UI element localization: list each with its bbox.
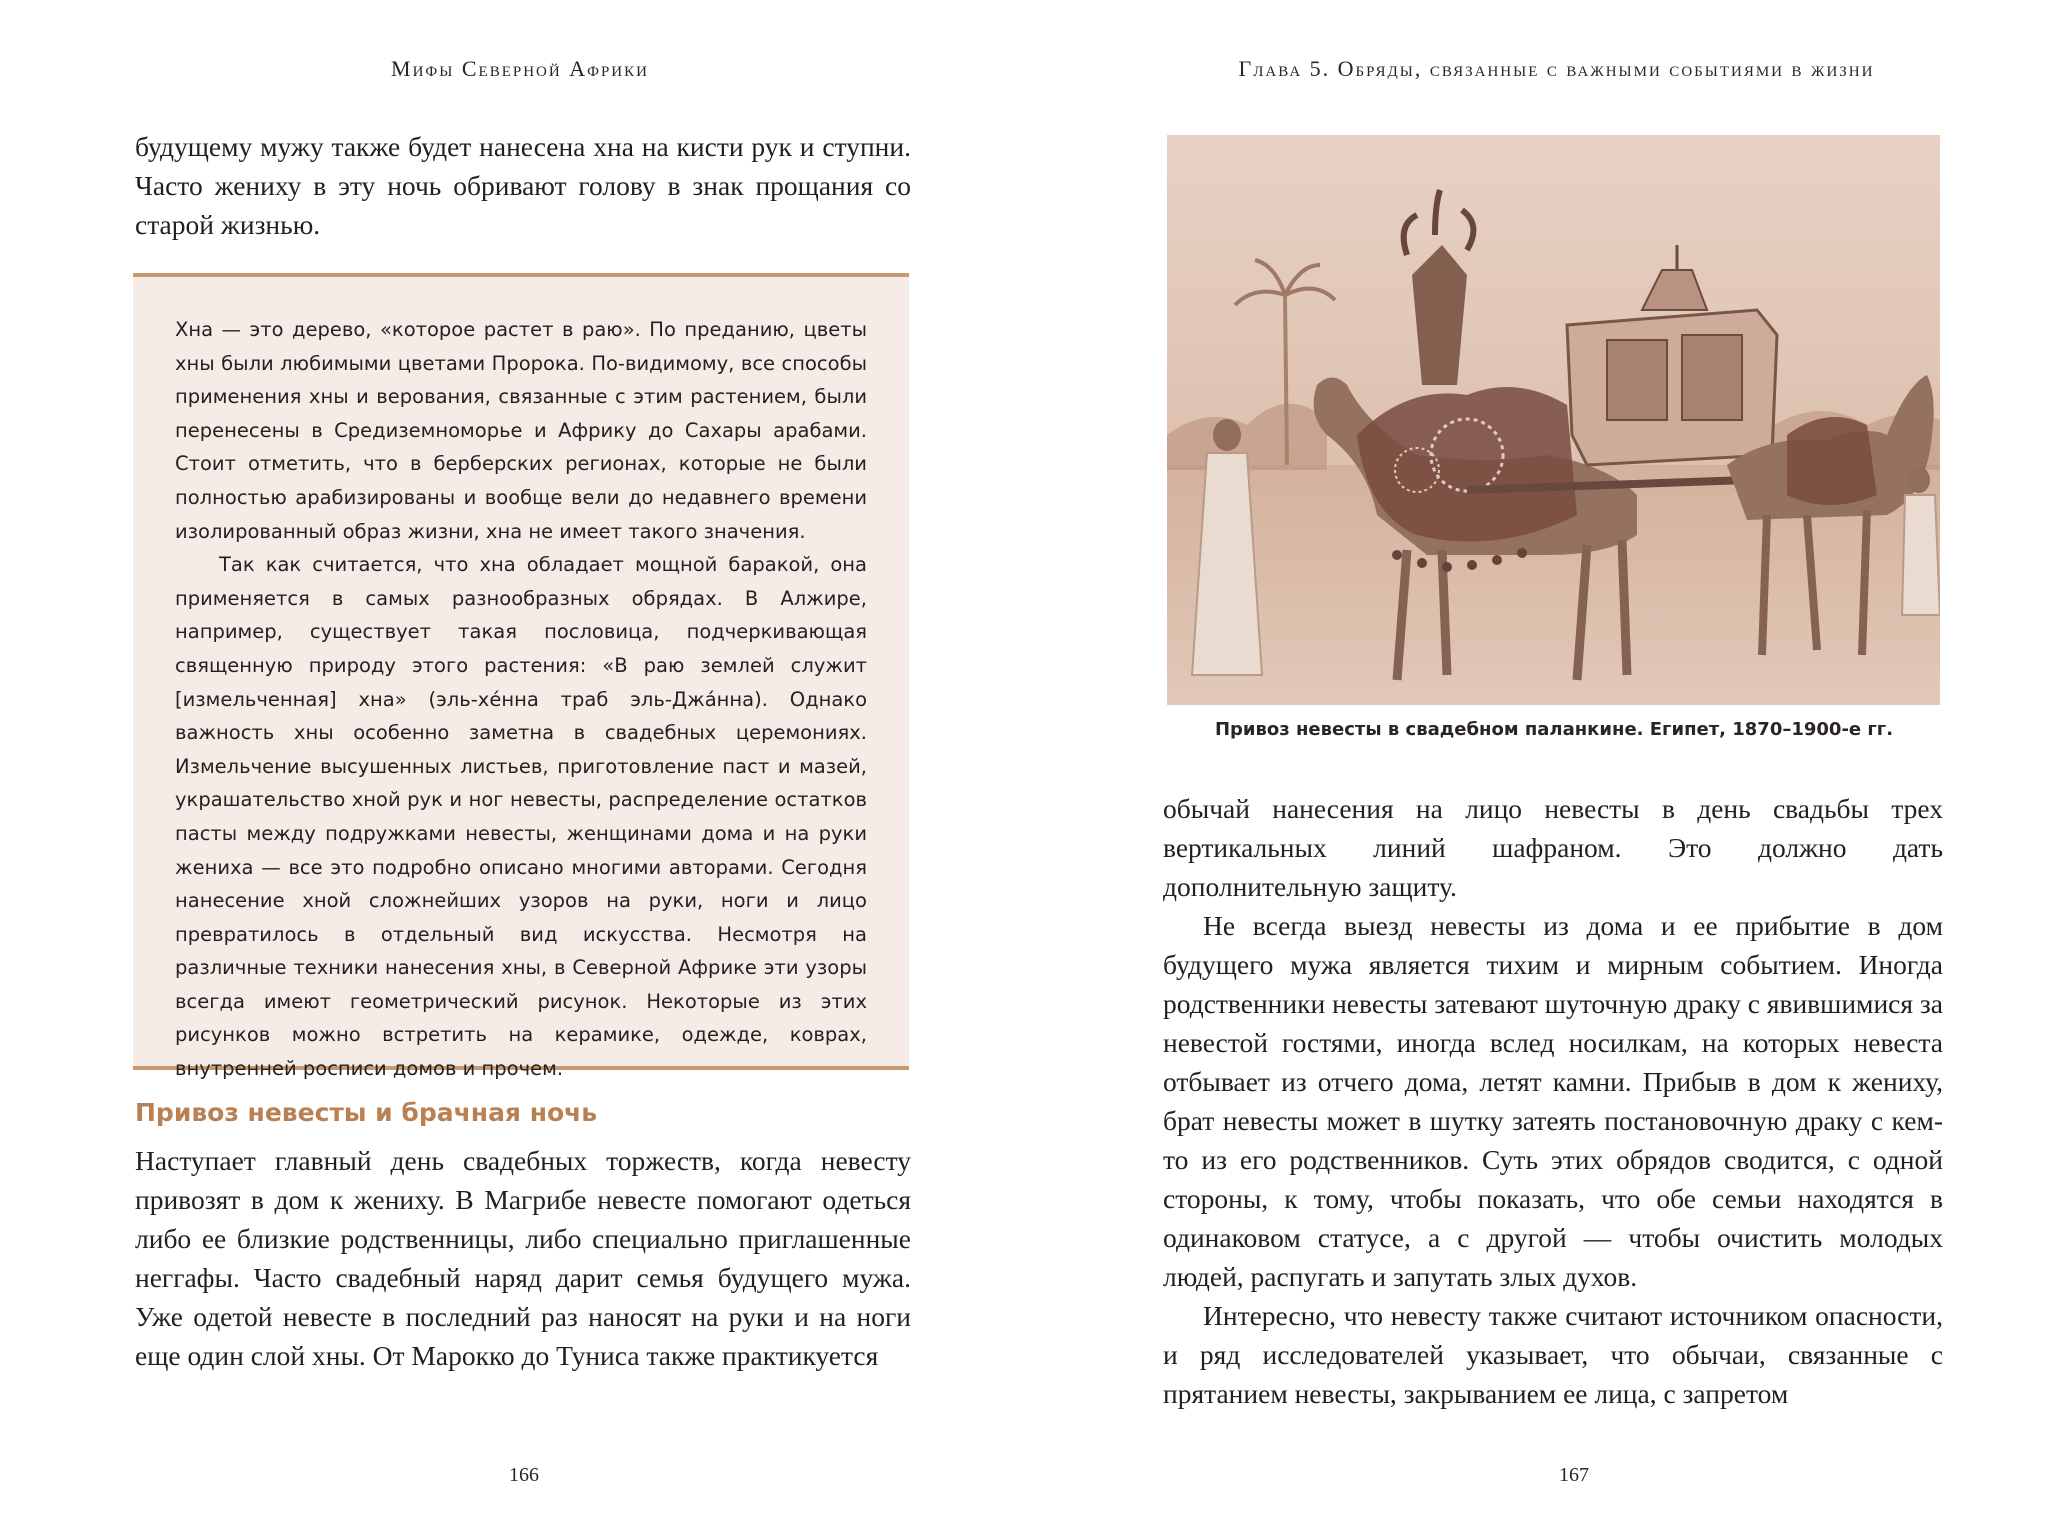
right-page [1024, 0, 2048, 1536]
henna-sidebar-box [133, 273, 909, 1081]
section-paragraph: Наступает главный день свадебных торжеств, когда невесту привозят в дом к жениху. В Магрибе невесте помогают одеться либо ее близкие родственницы, либо специально приглашенные неггафы. Часто свадебный наряд дарит семья будущего мужа. Уже одетой невесте в последний раз наносят на руки и на ноги еще один слой хны. От Марокко до Туниса также практикуется [135, 1145, 911, 1371]
right-paragraph-1: обычай нанесения на лицо невесты в день свадьбы трех вертикальных линий шафраном. Это должно дать дополнительную защиту. [1163, 793, 1943, 902]
running-head-left: Мифы Северной Африки [391, 56, 649, 81]
right-paragraph-3: Интересно, что невесту также считают источником опасности, и ряд исследователей указывает, что обычаи, связанные с прятанием невесты, закрыванием ее лица, с запретом [1163, 1300, 1943, 1409]
sidebar-text [175, 313, 867, 1086]
opening-text-block [135, 127, 911, 244]
right-text-block [1163, 789, 1943, 1413]
sepia-tint [1167, 135, 1940, 705]
right-paragraph-2: Не всегда выезд невесты из дома и ее прибытие в дом будущего мужа является тихим и мирным событием. Иногда родственники невесты затевают шуточную драку с явившимися за невестой гостями, иногда вслед носилкам, на которых невеста отбывает из отчего дома, летят камни. Прибыв в дом к жениху, брат невесты может в шутку затеять постановочную драку с кем-то из его родственников. Суть этих обрядов сводится, с одной стороны, к тому, чтобы показать, что обе семьи находятся в одинаковом статусе, а с другой — чтобы очистить молодых людей, распугать и запутать злых духов. [1163, 910, 1943, 1292]
opening-paragraph: будущему мужу также будет нанесена хна на кисти рук и ступни. Часто жениху в эту ночь обривают голову в знак прощания со старой жизнью. [135, 131, 911, 240]
page-number-left: 166 [509, 1464, 539, 1486]
sidebar-paragraph-1: Хна — это дерево, «которое растет в раю». По преданию, цветы хны были любимыми цветами Пророка. По-видимому, все способы применения хны и верования, связанные с этим растением, были перенесены в Средиземноморье и Африку до Сахары арабами. Стоит отметить, что в берберских регионах, которые не были полностью арабизированы и вообще вели до недавнего времени изолированный образ жизни, хна не имеет такого значения. [175, 318, 867, 543]
photo-caption: Привоз невесты в свадебном паланкине. Египет, 1870–1900-е гг. [1214, 719, 1894, 740]
running-head-right: Глава 5. Обряды, связанные с важными событиями в жизни [1238, 56, 1875, 81]
section-text-block [135, 1141, 911, 1375]
sidebar-paragraph-2: Так как считается, что хна обладает мощной баракой, она применяется в самых разнообразных обрядах. В Алжире, например, существует такая пословица, подчеркивающая священную природу этого растения: «В раю землей служит [измельченная] хна» (эль-хе́нна траб эль-Джа́нна). Однако важность хны особенно заметна в свадебных церемониях. Измельчение высушенных листьев, приготовление паст и мазей, украшательство хной рук и ног невесты, распределение остатков пасты между подружками невесты, женщинами дома и на руки жениха — все это подробно описано многими авторами. Сегодня нанесение хной сложнейших узоров на руки, ноги и лицо превратилось в отдельный вид искусства. Несмотря на различные техники нанесения хны, в Северной Африке эти узоры всегда имеют геометрический рисунок. Некоторые из этих рисунков можно встретить на керамике, одежде, коврах, внутренней росписи домов и прочем. [175, 553, 867, 1081]
wedding-camel-photo [1167, 135, 1940, 705]
page-number-right: 167 [1559, 1464, 1589, 1486]
section-heading: Привоз невесты и брачная ночь [135, 1098, 598, 1127]
